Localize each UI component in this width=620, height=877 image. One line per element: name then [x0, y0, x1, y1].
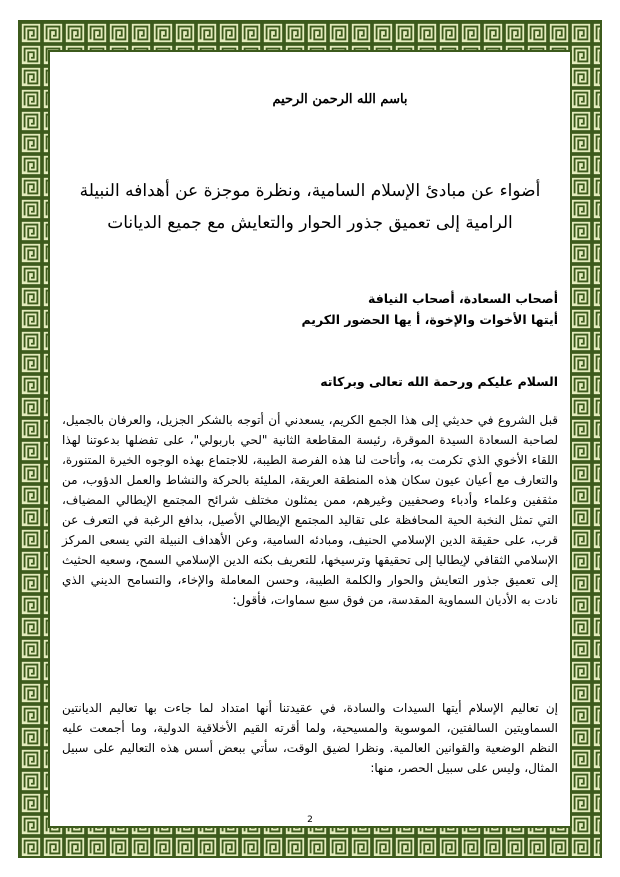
salutation-line-2: أيتها الأخوات والإخوة، أ يها الحضور الكريم [301, 312, 558, 327]
document-content [62, 60, 558, 825]
greeting: السلام عليكم ورحمة الله تعالى وبركاته [320, 374, 558, 389]
paragraph-1: قبل الشروع في حديثي إلى هذا الجمع الكريم، يسعدني أن أتوجه بالشكر الجزيل، والعرفان بالجميل، لصاحبة السعادة السيدة الموقرة، رئيسة المقاطعة الثانية "لحي باربولي"، على تفضلها بدعوتنا لهذا اللقاء الأخوي الذي تكرمت به، وأتاحت لنا هذه الفرصة الطيبة، للاجتماع بهذه الوجوه الخيرة المتنورة، والتعارف مع أعيان عيون سكان هذه المنطقة العريقة، المليئة بالحركة والنشاط والعمل الدؤوب، من مثقفين وعلماء وأدباء وصحفيين وغيرهم، ممن يمثلون مختلف شرائح المجتمع الإيطالي المضياف، التي تمثل النخبة الحية المحافظة على تقاليد المجتمع الإيطالي الأصيل، بدافع الرغبة في التعرف عن قرب، على حقيقة الدين الإسلامي الحنيف، ومبادئه السامية، وعن الأهداف النبيلة التي يسعى المركز الإسلامي الثقافي لإيطاليا إلى تحقيقها وترسيخها، للتعريف بكنه الدين الإسلامي السمح، وسعيه الحثيث إلى تعميق جذور التعايش والحوار والكلمة الطيبة، وحسن المعاملة والإخاء، والتسامح الديني الذي نادت به الأديان السماوية المقدسة، من فوق سبع سماوات، فأقول: [62, 413, 558, 607]
title-line-1: أضواء عن مبادئ الإسلام السامية، ونظرة موجزة عن أهدافه النبيلة [79, 181, 541, 201]
document-title [62, 175, 558, 239]
salutation [301, 288, 558, 330]
salutation-line-1: أصحاب السعادة، أصحاب النيافة [368, 291, 558, 306]
paragraph-2: إن تعاليم الإسلام أيتها السيدات والسادة، في عقيدتنا أنها امتداد لما جاءت بها تعاليم الديانتين السماويتين السالفتين، الموسوية والمسيحية، ولما أقرته القيم الأخلاقية الدولية، وما أجمعت عليه النظم الوضعية والقوانين العالمية. ونظرا لضيق الوقت، سأتي ببعض أسس هذه التعاليم على سبيل المثال، وليس على سبيل الحصر، منها: [62, 701, 558, 775]
page-number: 2 [307, 815, 313, 825]
basmala: باسم الله الرحمن الرحيم [272, 92, 408, 107]
title-line-2: الرامية إلى تعميق جذور الحوار والتعايش مع جميع الديانات [107, 213, 513, 233]
